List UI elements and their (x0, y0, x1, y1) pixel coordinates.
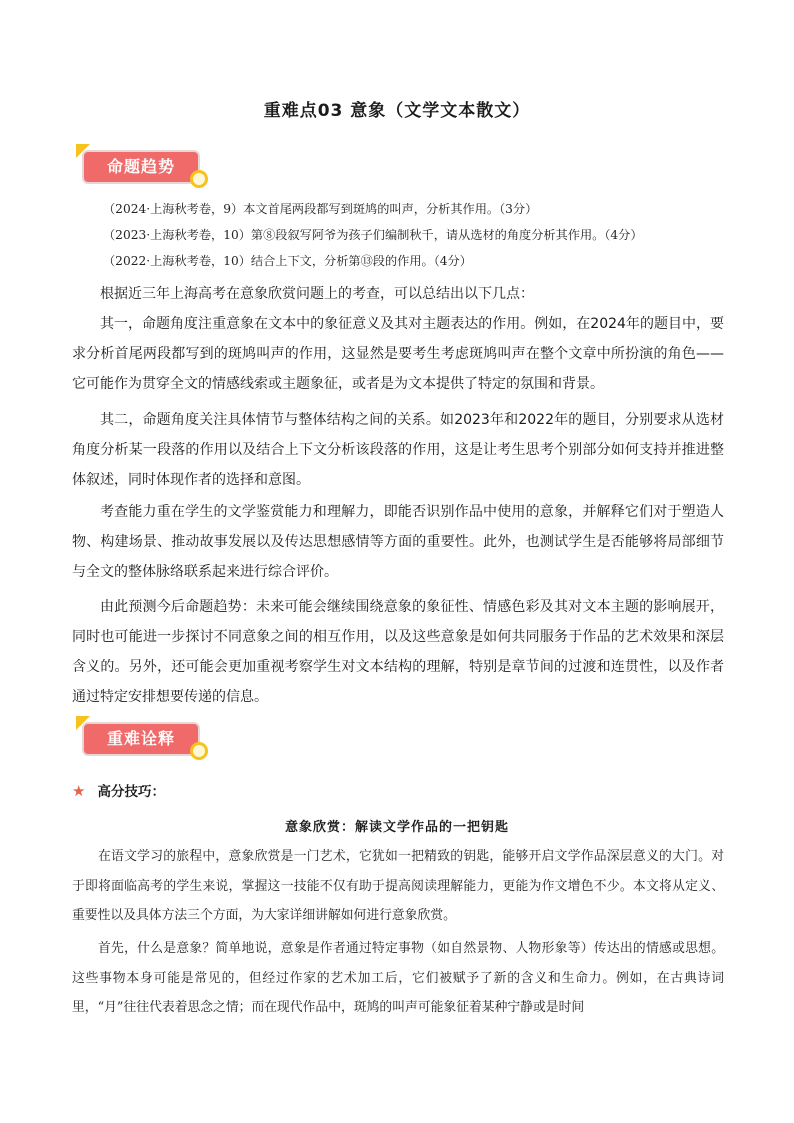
badge-label: 重难诠释 (106, 729, 175, 748)
paragraph: 考查能力重在学生的文学鉴赏能力和理解力，即能否识别作品中使用的意象，并解释它们对于塑造人物、构建场景、推动故事发展以及传达思想感情等方面的重要性。此外，也测试学生是否能够将局部细节与全文的整体脉络联系起来进行综合评价。 (72, 504, 724, 580)
star-icon: ★ (72, 782, 86, 800)
tips-heading (72, 780, 165, 800)
paragraph: 由此预测今后命题趋势：未来可能会继续围绕意象的象征性、情感色彩及其对文本主题的影响展开，同时也可能进一步探讨不同意象之间的相互作用，以及这些意象是如何共同服务于作品的艺术效果和深层含义的。另外，还可能会更加重视考察学生对文本结构的理解，特别是章节间的过渡和连贯性，以及作者通过特定安排想要传递的信息。 (72, 599, 724, 705)
exam-references (103, 196, 643, 274)
reference-item: （2023·上海秋考卷，10）第⑧段叙写阿爷为孩子们编制秋千，请从选材的角度分析其作用。（4分） (103, 228, 643, 242)
paragraph: 其一，命题角度注重意象在文本中的象征意义及其对主题表达的作用。例如，在2024年的题目中，要求分析首尾两段都写到的斑鸠叫声的作用，这显然是要考生考虑斑鸠叫声在整个文章中所扮演的角色——它可能作为贯穿全文的情感线索或主题象征，或者是为文本提供了特定的氛围和背景。 (72, 316, 724, 392)
section-badge-explain (74, 716, 208, 762)
paragraph: 其二，命题角度关注具体情节与整体结构之间的关系。如2023年和2022年的题目，分别要求从选材角度分析某一段落的作用以及结合上下文分析该段落的作用，这是让考生思考个别部分如何支持并推进整体叙述，同时体现作者的选择和意图。 (72, 412, 724, 488)
article-title: 意象欣赏：解读文学作品的一把钥匙 (284, 820, 509, 835)
section-badge-trend (74, 144, 208, 190)
article-paragraph: 首先，什么是意象？简单地说，意象是作者通过特定事物（如自然景物、人物形象等）传达出的情感或思想。这些事物本身可能是常见的，但经过作家的艺术加工后，它们被赋予了新的含义和生命力。例如，在古典诗词里，“月”往往代表着思念之情；而在现代作品中，斑鸠的叫声可能象征着某种宁静或是时间 (72, 941, 724, 1015)
ring-icon (190, 742, 208, 760)
article-paragraph: 在语文学习的旅程中，意象欣赏是一门艺术，它犹如一把精致的钥匙，能够开启文学作品深层意义的大门。对于即将面临高考的学生来说，掌握这一技能不仅有助于提高阅读理解能力，更能为作文增色不少。本文将从定义、重要性以及具体方法三个方面，为大家详细讲解如何进行意象欣赏。 (72, 849, 724, 923)
reference-item: （2022·上海秋考卷，10）结合上下文，分析第⑬段的作用。（4分） (103, 254, 472, 268)
page-title: 重难点03 意象（文学文本散文） (263, 101, 531, 121)
tips-label: 高分技巧： (97, 784, 165, 800)
paragraph: 根据近三年上海高考在意象欣赏问题上的考查，可以总结出以下几点： (100, 286, 534, 302)
ring-icon (190, 170, 208, 188)
badge-label: 命题趋势 (106, 157, 175, 176)
reference-item: （2024·上海秋考卷，9）本文首尾两段都写到斑鸠的叫声，分析其作用。（3分） (103, 202, 538, 216)
